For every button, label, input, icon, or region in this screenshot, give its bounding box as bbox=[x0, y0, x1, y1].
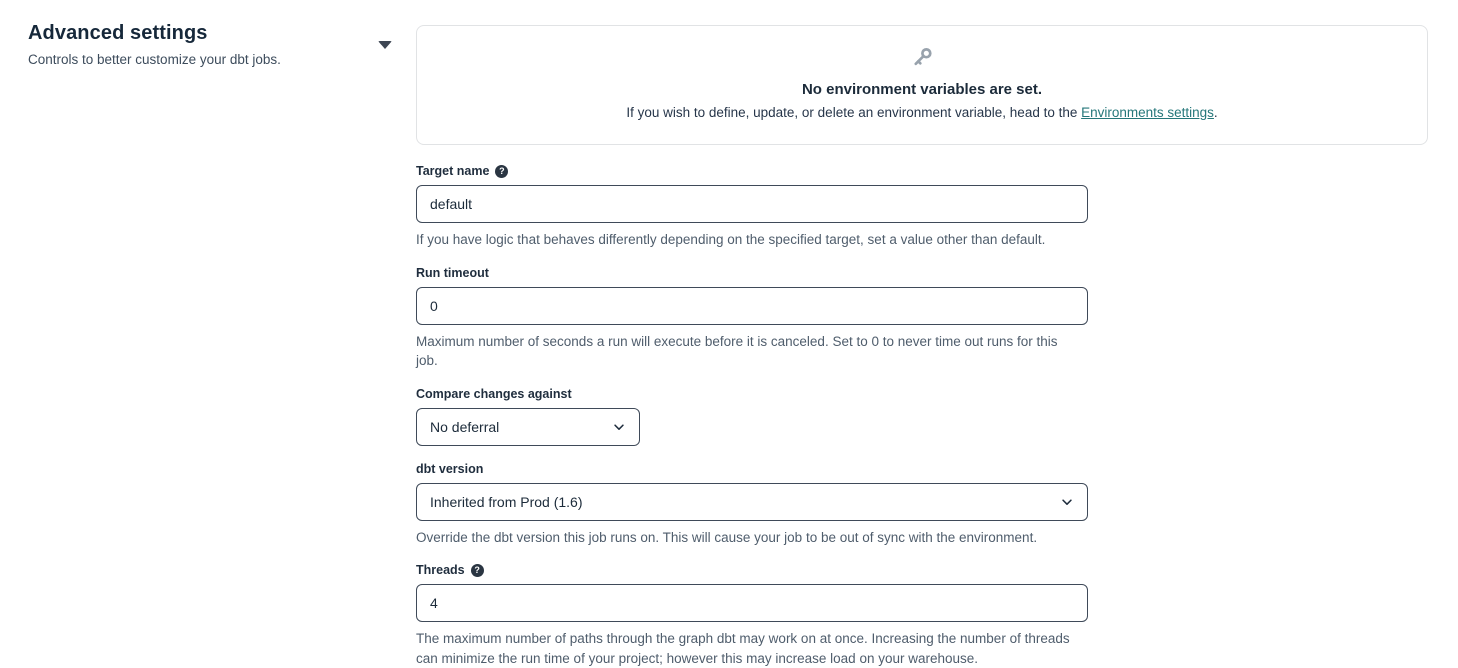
target-name-help-icon[interactable]: ? bbox=[495, 165, 508, 178]
chevron-down-icon bbox=[612, 420, 626, 434]
threads-help-icon[interactable]: ? bbox=[471, 564, 484, 577]
compare-changes-label-row bbox=[416, 387, 1088, 401]
run-timeout-field-group bbox=[416, 266, 1088, 371]
advanced-settings-form bbox=[416, 164, 1088, 668]
compare-changes-field-group bbox=[416, 387, 1088, 446]
environment-variables-empty-card bbox=[416, 25, 1428, 145]
section-header bbox=[0, 0, 416, 659]
dbt-version-label-row bbox=[416, 462, 1088, 476]
run-timeout-label-row bbox=[416, 266, 1088, 280]
env-vars-message-after-link: . bbox=[1213, 105, 1218, 120]
environments-settings-link[interactable]: Environments settings bbox=[1081, 105, 1214, 120]
target-name-input[interactable] bbox=[416, 185, 1088, 223]
run-timeout-help-text: Maximum number of seconds a run will execute before it is canceled. Set to 0 to never time out runs for this job. bbox=[416, 333, 1058, 369]
dbt-version-select[interactable] bbox=[416, 483, 1088, 521]
key-icon bbox=[911, 46, 934, 74]
collapse-caret-icon[interactable] bbox=[378, 41, 392, 49]
target-name-label-row bbox=[416, 164, 1088, 178]
threads-label: Threads bbox=[416, 563, 465, 578]
target-name-label: Target name bbox=[416, 164, 490, 178]
compare-changes-label: Compare changes against bbox=[416, 386, 572, 401]
target-name-help-text: If you have logic that behaves differently depending on the specified target, set a value other than default. bbox=[416, 232, 1046, 247]
target-name-field-group bbox=[416, 164, 1088, 250]
dbt-version-label: dbt version bbox=[416, 461, 484, 476]
run-timeout-input[interactable] bbox=[416, 287, 1088, 325]
run-timeout-label: Run timeout bbox=[416, 265, 489, 280]
dbt-version-help-text: Override the dbt version this job runs on. This will cause your job to be out of sync with the environment. bbox=[416, 529, 1038, 545]
page-subtitle: Controls to better customize your dbt jobs. bbox=[28, 52, 281, 67]
settings-panel bbox=[416, 0, 1458, 666]
dbt-version-selected-value: Inherited from Prod (1.6) bbox=[430, 493, 583, 510]
threads-help-text: The maximum number of paths through the graph dbt may work on at once. Increasing the number of threads can minimize the run time of your project; however this may increase load on your warehouse. bbox=[416, 631, 1070, 666]
env-vars-empty-title: No environment variables are set. bbox=[801, 81, 1043, 98]
threads-label-row bbox=[416, 563, 1088, 577]
chevron-down-icon bbox=[1060, 495, 1074, 509]
env-vars-empty-message bbox=[433, 105, 1411, 120]
threads-field-group bbox=[416, 563, 1088, 668]
page-title: Advanced settings bbox=[28, 22, 208, 44]
compare-changes-select[interactable] bbox=[416, 408, 640, 446]
env-vars-message-before-link: If you wish to define, update, or delete an environment variable, head to the bbox=[626, 105, 1082, 120]
compare-changes-selected-value: No deferral bbox=[430, 418, 500, 435]
dbt-version-field-group bbox=[416, 462, 1088, 548]
threads-input[interactable] bbox=[416, 584, 1088, 622]
